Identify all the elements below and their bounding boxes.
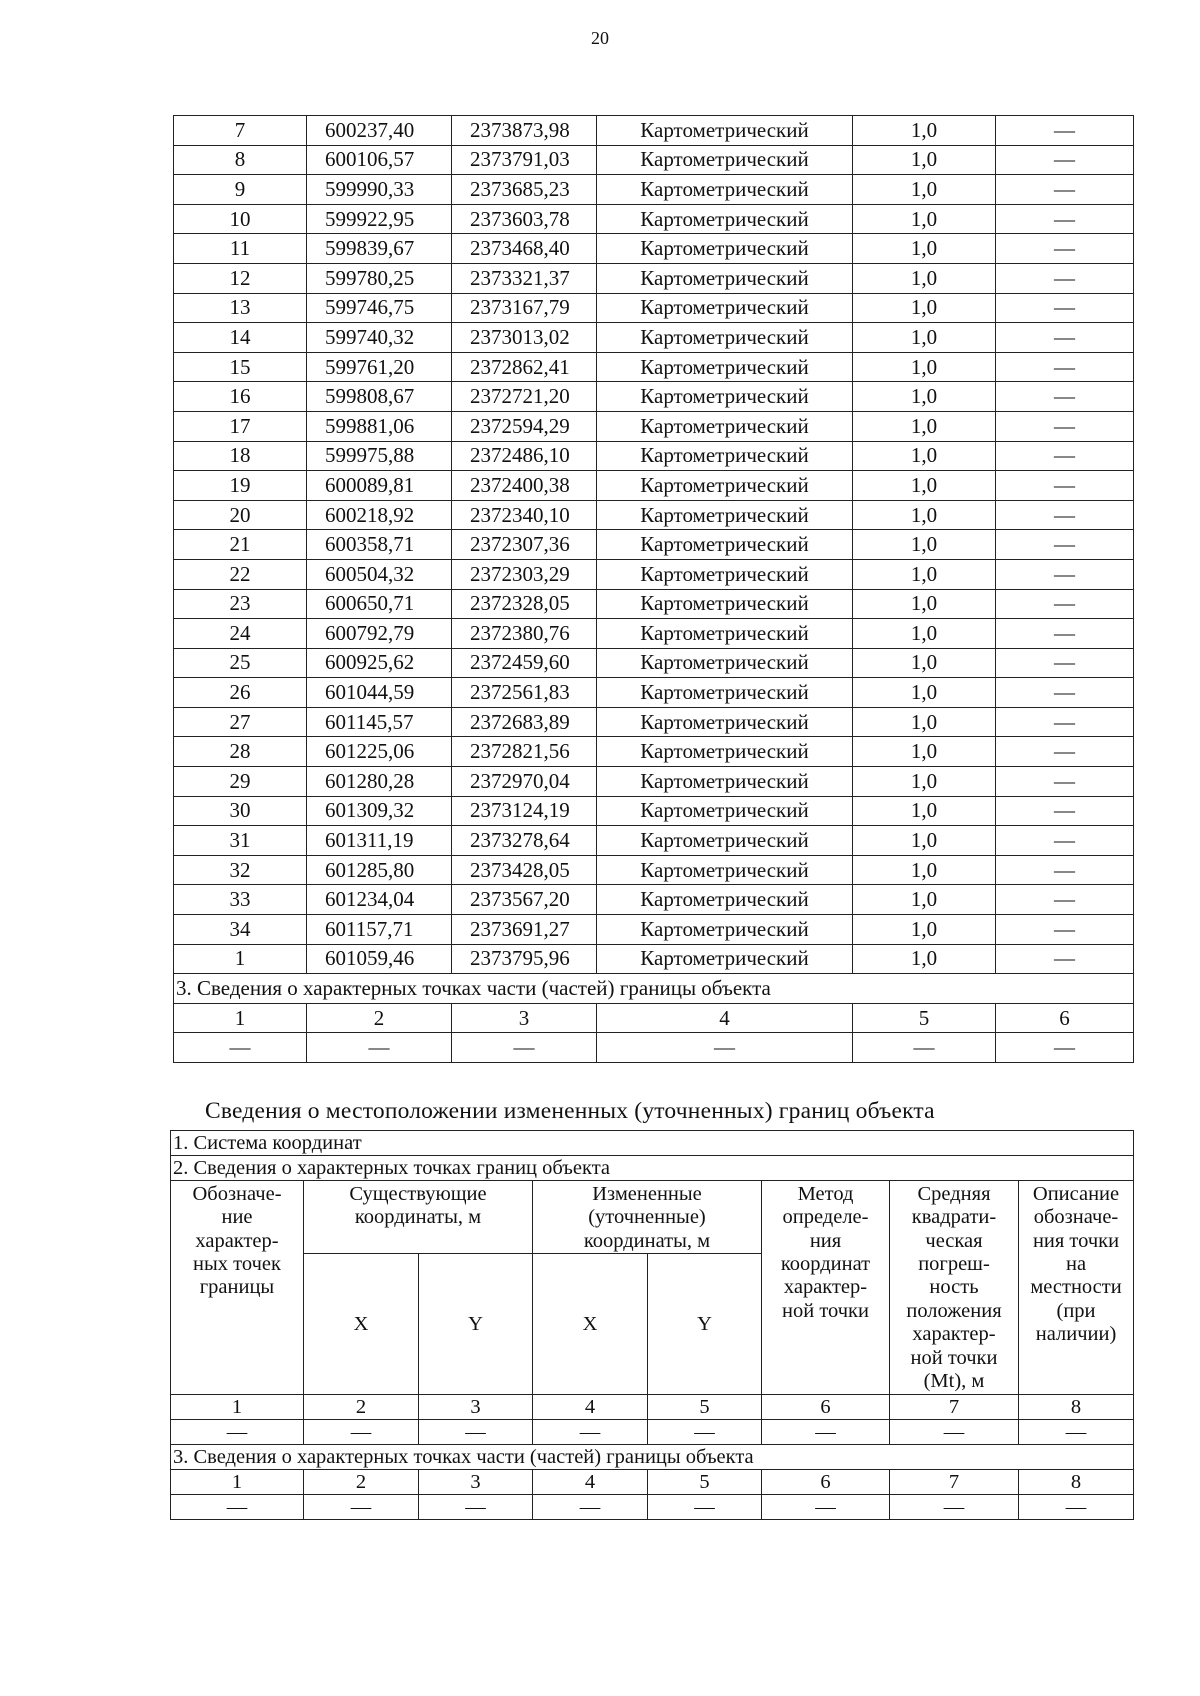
table-row [174,885,1134,915]
accuracy: 1,0 [853,648,996,678]
accuracy: 1,0 [853,234,996,264]
description: — [996,500,1134,530]
description: — [996,855,1134,885]
column-number: 8 [1019,1395,1134,1420]
coord-x: 600358,71 [307,530,452,560]
coord-y: 2372459,60 [452,648,597,678]
method: Картометрический [597,382,853,412]
coord-y: 2372683,89 [452,707,597,737]
coord-x: 599746,75 [307,293,452,323]
coord-y: 2373691,27 [452,915,597,945]
point-number: 15 [174,352,307,382]
coord-x: 599808,67 [307,382,452,412]
accuracy: 1,0 [853,767,996,797]
point-number: 21 [174,530,307,560]
empty-value: — [890,1495,1019,1520]
description: — [996,263,1134,293]
section3-number-row [171,1470,1134,1495]
empty-value: — [304,1420,419,1445]
section1-row [171,1131,1134,1156]
description: — [996,441,1134,471]
coord-y: 2372594,29 [452,411,597,441]
section3-title: 3. Сведения о характерных точках части (частей) границы объекта [171,1445,1134,1470]
coord-y: 2372561,83 [452,678,597,708]
accuracy: 1,0 [853,175,996,205]
column-number: 2 [304,1395,419,1420]
coord-y: 2373873,98 [452,116,597,146]
empty-data-row [171,1420,1134,1445]
table-row [174,175,1134,205]
description: — [996,589,1134,619]
point-number: 31 [174,826,307,856]
coord-x: 601309,32 [307,796,452,826]
coord-y: 2372340,10 [452,500,597,530]
description: — [996,352,1134,382]
coord-y: 2373278,64 [452,826,597,856]
column-number: 6 [762,1395,890,1420]
accuracy: 1,0 [853,323,996,353]
description: — [996,471,1134,501]
empty-value: — [1019,1420,1134,1445]
column-number: 1 [171,1470,304,1495]
boundary-points-table [173,115,1134,1063]
header-x-existing: X [304,1254,419,1395]
accuracy: 1,0 [853,500,996,530]
point-number: 8 [174,145,307,175]
header-designation: Обозначе- ние характер- ных точек границы [171,1181,304,1395]
column-number: 1 [174,1003,307,1033]
description: — [996,648,1134,678]
coord-y: 2372821,56 [452,737,597,767]
boundary-points-body [174,116,1134,974]
empty-value: — [533,1495,648,1520]
description: — [996,796,1134,826]
point-number: 16 [174,382,307,412]
method: Картометрический [597,145,853,175]
coord-y: 2373567,20 [452,885,597,915]
description: — [996,234,1134,264]
point-number: 24 [174,619,307,649]
empty-value: — [174,1033,307,1063]
coord-y: 2373167,79 [452,293,597,323]
table-row [174,707,1134,737]
point-number: 26 [174,678,307,708]
method: Картометрический [597,826,853,856]
table-row [174,352,1134,382]
table-row [174,589,1134,619]
coord-y: 2372486,10 [452,441,597,471]
section1-title: 1. Система координат [171,1131,1134,1156]
method: Картометрический [597,204,853,234]
changed-boundaries-table [170,1130,1134,1520]
coord-y: 2372380,76 [452,619,597,649]
accuracy: 1,0 [853,116,996,146]
method: Картометрический [597,175,853,205]
method: Картометрический [597,855,853,885]
coord-x: 599780,25 [307,263,452,293]
description: — [996,678,1134,708]
table-row [174,411,1134,441]
method: Картометрический [597,530,853,560]
section3-dash-row [171,1495,1134,1520]
point-number: 27 [174,707,307,737]
column-number: 7 [890,1395,1019,1420]
accuracy: 1,0 [853,944,996,974]
accuracy: 1,0 [853,915,996,945]
point-number: 18 [174,441,307,471]
method: Картометрический [597,648,853,678]
accuracy: 1,0 [853,293,996,323]
column-number: 4 [597,1003,853,1033]
method: Картометрический [597,441,853,471]
description: — [996,530,1134,560]
coord-y: 2373685,23 [452,175,597,205]
accuracy: 1,0 [853,855,996,885]
coord-x: 601285,80 [307,855,452,885]
method: Картометрический [597,471,853,501]
column-number: 6 [762,1470,890,1495]
point-number: 9 [174,175,307,205]
header-changed-coordinates: Измененные (уточненные) координаты, м [533,1181,762,1254]
coord-x: 600237,40 [307,116,452,146]
coord-x: 600925,62 [307,648,452,678]
coord-y: 2372400,38 [452,471,597,501]
column-number: 5 [648,1470,762,1495]
coord-y: 2373603,78 [452,204,597,234]
empty-value: — [762,1495,890,1520]
empty-value: — [853,1033,996,1063]
header-y-changed: Y [648,1254,762,1395]
accuracy: 1,0 [853,411,996,441]
empty-value: — [890,1420,1019,1445]
coord-y: 2373013,02 [452,323,597,353]
table-row [174,944,1134,974]
coord-x: 599740,32 [307,323,452,353]
point-number: 28 [174,737,307,767]
method: Картометрический [597,352,853,382]
point-number: 12 [174,263,307,293]
point-number: 32 [174,855,307,885]
empty-value: — [648,1420,762,1445]
point-number: 7 [174,116,307,146]
accuracy: 1,0 [853,678,996,708]
empty-value: — [533,1420,648,1445]
table-row [174,915,1134,945]
table-row [174,648,1134,678]
empty-value: — [419,1420,533,1445]
accuracy: 1,0 [853,530,996,560]
coord-x: 601044,59 [307,678,452,708]
table-row [174,855,1134,885]
coord-y: 2373468,40 [452,234,597,264]
coord-x: 600650,71 [307,589,452,619]
header-existing-coordinates: Существующие координаты, м [304,1181,533,1254]
column-number: 8 [1019,1470,1134,1495]
section2-title: 2. Сведения о характерных точках границ объекта [171,1156,1134,1181]
section2-row [171,1156,1134,1181]
table-row [174,530,1134,560]
table-row [174,559,1134,589]
header-description: Описание обозначе- ния точки на местности (при наличии) [1019,1181,1134,1395]
empty-value: — [419,1495,533,1520]
accuracy: 1,0 [853,204,996,234]
column-number: 2 [304,1470,419,1495]
table-row [174,678,1134,708]
coord-y: 2372970,04 [452,767,597,797]
column-number: 2 [307,1003,452,1033]
coord-y: 2372328,05 [452,589,597,619]
method: Картометрический [597,707,853,737]
method: Картометрический [597,619,853,649]
description: — [996,382,1134,412]
coord-x: 601311,19 [307,826,452,856]
accuracy: 1,0 [853,441,996,471]
method: Картометрический [597,885,853,915]
description: — [996,767,1134,797]
column-number: 3 [452,1003,597,1033]
column-number: 5 [853,1003,996,1033]
coord-x: 601280,28 [307,767,452,797]
description: — [996,826,1134,856]
empty-value: — [1019,1495,1134,1520]
point-number: 19 [174,471,307,501]
coord-y: 2373124,19 [452,796,597,826]
coord-y: 2372303,29 [452,559,597,589]
method: Картометрический [597,767,853,797]
column-number: 1 [171,1395,304,1420]
accuracy: 1,0 [853,352,996,382]
section3-title: 3. Сведения о характерных точках части (частей) границы объекта [174,974,1134,1004]
empty-value: — [171,1420,304,1445]
point-number: 13 [174,293,307,323]
table-row [174,441,1134,471]
point-number: 14 [174,323,307,353]
column-number: 3 [419,1470,533,1495]
empty-value: — [452,1033,597,1063]
accuracy: 1,0 [853,145,996,175]
method: Картометрический [597,678,853,708]
description: — [996,885,1134,915]
coord-x: 600504,32 [307,559,452,589]
header-rmse: Средняя квадрати- ческая погреш- ность положения характер- ной точки (Mt), м [890,1181,1019,1395]
coord-x: 600218,92 [307,500,452,530]
section3-dash-row [174,1033,1134,1063]
section3-number-row [174,1003,1134,1033]
coord-x: 601145,57 [307,707,452,737]
description: — [996,293,1134,323]
empty-value: — [171,1495,304,1520]
description: — [996,737,1134,767]
table-row [174,234,1134,264]
point-number: 30 [174,796,307,826]
description: — [996,707,1134,737]
method: Картометрический [597,796,853,826]
coord-x: 601234,04 [307,885,452,915]
table-row [174,767,1134,797]
description: — [996,559,1134,589]
column-number: 7 [890,1470,1019,1495]
accuracy: 1,0 [853,559,996,589]
description: — [996,175,1134,205]
method: Картометрический [597,116,853,146]
column-number: 6 [996,1003,1134,1033]
point-number: 29 [174,767,307,797]
table-row [174,293,1134,323]
column-number: 3 [419,1395,533,1420]
accuracy: 1,0 [853,471,996,501]
column-number-row [171,1395,1134,1420]
point-number: 17 [174,411,307,441]
coord-x: 600089,81 [307,471,452,501]
empty-value: — [762,1420,890,1445]
accuracy: 1,0 [853,619,996,649]
point-number: 20 [174,500,307,530]
coord-x: 600106,57 [307,145,452,175]
coord-x: 599761,20 [307,352,452,382]
description: — [996,204,1134,234]
description: — [996,323,1134,353]
point-number: 10 [174,204,307,234]
accuracy: 1,0 [853,737,996,767]
point-number: 23 [174,589,307,619]
coord-x: 600792,79 [307,619,452,649]
method: Картометрический [597,915,853,945]
column-number: 4 [533,1470,648,1495]
description: — [996,411,1134,441]
coord-y: 2373791,03 [452,145,597,175]
column-number: 5 [648,1395,762,1420]
table-row [174,382,1134,412]
method: Картометрический [597,559,853,589]
accuracy: 1,0 [853,796,996,826]
coord-x: 601157,71 [307,915,452,945]
section3-title-row [174,974,1134,1004]
description: — [996,915,1134,945]
coord-x: 599922,95 [307,204,452,234]
accuracy: 1,0 [853,589,996,619]
page-number: 20 [591,28,609,48]
header-x-changed: X [533,1254,648,1395]
table-row [174,796,1134,826]
table-row [174,323,1134,353]
coord-x: 599975,88 [307,441,452,471]
table-row [174,263,1134,293]
accuracy: 1,0 [853,826,996,856]
description: — [996,944,1134,974]
description: — [996,619,1134,649]
empty-value: — [996,1033,1134,1063]
method: Картометрический [597,263,853,293]
empty-value: — [648,1495,762,1520]
table-row [174,737,1134,767]
empty-value: — [307,1033,452,1063]
table-row [174,145,1134,175]
method: Картометрический [597,323,853,353]
point-number: 33 [174,885,307,915]
coord-y: 2373795,96 [452,944,597,974]
coord-x: 601225,06 [307,737,452,767]
point-number: 22 [174,559,307,589]
table-row [174,500,1134,530]
table-row [174,116,1134,146]
method: Картометрический [597,293,853,323]
column-number: 4 [533,1395,648,1420]
coord-x: 601059,46 [307,944,452,974]
table-row [174,471,1134,501]
empty-value: — [304,1495,419,1520]
point-number: 25 [174,648,307,678]
table-row [174,619,1134,649]
section-title: Сведения о местоположении измененных (уточненных) границ объекта [205,1098,935,1124]
table-row [174,826,1134,856]
method: Картометрический [597,589,853,619]
point-number: 1 [174,944,307,974]
coord-y: 2373428,05 [452,855,597,885]
method: Картометрический [597,944,853,974]
method: Картометрический [597,234,853,264]
coord-y: 2372721,20 [452,382,597,412]
point-number: 34 [174,915,307,945]
accuracy: 1,0 [853,382,996,412]
coord-y: 2372307,36 [452,530,597,560]
description: — [996,145,1134,175]
description: — [996,116,1134,146]
coord-y: 2373321,37 [452,263,597,293]
method: Картометрический [597,411,853,441]
header-method: Метод определе- ния координат характер- ной точки [762,1181,890,1395]
coord-x: 599990,33 [307,175,452,205]
empty-value: — [597,1033,853,1063]
point-number: 11 [174,234,307,264]
table-row [174,204,1134,234]
coord-x: 599881,06 [307,411,452,441]
coord-y: 2372862,41 [452,352,597,382]
method: Картометрический [597,500,853,530]
section3-row [171,1445,1134,1470]
accuracy: 1,0 [853,263,996,293]
accuracy: 1,0 [853,707,996,737]
header-row-top [171,1181,1134,1254]
method: Картометрический [597,737,853,767]
accuracy: 1,0 [853,885,996,915]
header-y-existing: Y [419,1254,533,1395]
coord-x: 599839,67 [307,234,452,264]
